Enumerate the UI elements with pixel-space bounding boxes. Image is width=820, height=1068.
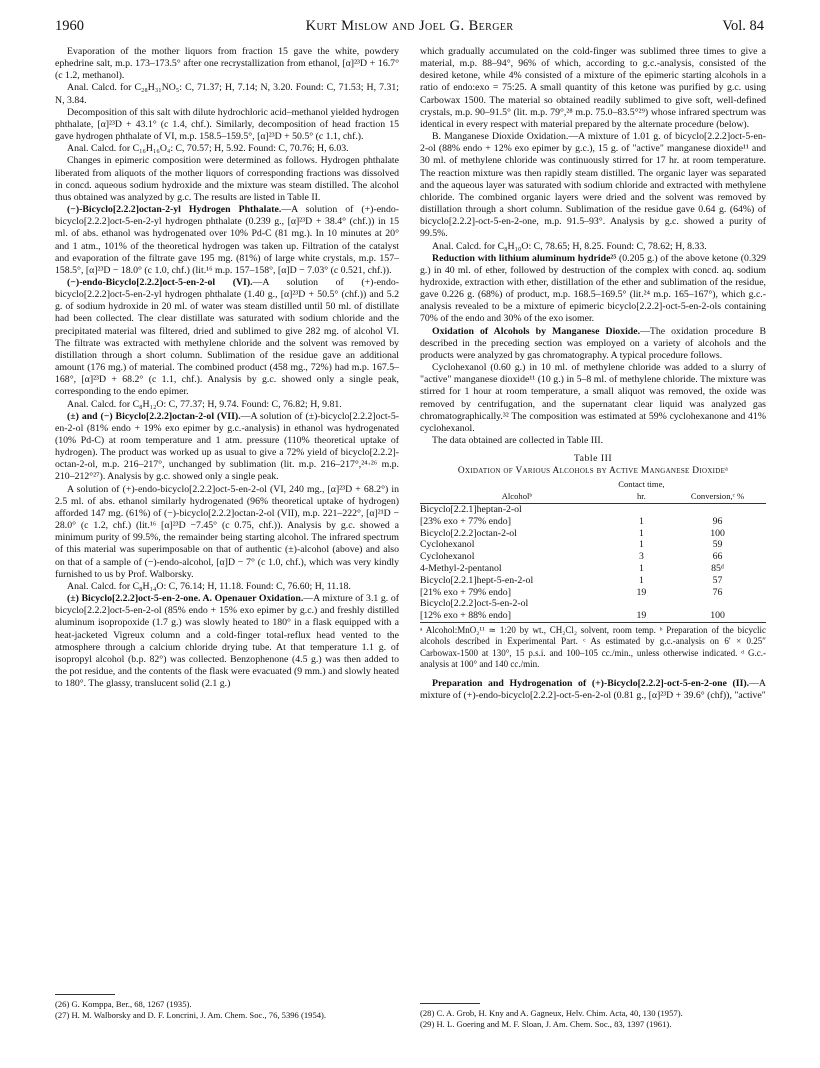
paragraph: The data obtained are collected in Table III. (432, 435, 604, 446)
cell-conversion: 66 (712, 551, 723, 563)
volume-label: Vol. 84 (722, 18, 764, 34)
analysis-paragraph: Anal. Calcd. for C₁₆H₁₆O₄: C, 70.57; H, 5.92. Found: C, 70.76; H, 6.03. (67, 143, 349, 155)
table-row (420, 587, 766, 599)
paragraph (420, 326, 766, 362)
cell-conversion: 100 (710, 610, 725, 622)
footnotes-left (55, 999, 399, 1020)
page-number: 1960 (55, 18, 84, 34)
cell-conversion: 76 (712, 586, 723, 598)
analysis-paragraph: Anal. Calcd. for C₂₈H₃₁NO₅: C, 71.37; H, 7.14; N, 3.20. Found: C, 71.53; H, 7.31; N, 3.84. (55, 82, 399, 106)
cell-conversion: 100 (710, 527, 725, 539)
cell-conversion: 59 (712, 539, 723, 551)
cell-alcohol: [23% exo + 77% endo] (420, 515, 511, 527)
cell-contact-time: 1 (638, 515, 644, 527)
cell-contact-time: 1 (638, 539, 644, 551)
cell-conversion: 57 (712, 574, 723, 586)
cell-alcohol: 4-Methyl-2-pentanol (420, 563, 502, 575)
table-header-row (420, 479, 766, 503)
cell-alcohol: [21% exo + 79% endo] (420, 586, 511, 598)
cell-alcohol: Bicyclo[2.2.1]hept-5-en-2-ol (420, 574, 534, 586)
paragraph (420, 678, 766, 702)
footnote-rule (420, 1003, 480, 1004)
cell-conversion: 96 (712, 515, 723, 527)
table-row (420, 516, 766, 528)
table-row (420, 539, 766, 551)
section-heading: (±) Bicyclo[2.2.2]oct-5-en-2-one. A. Openauer Oxidation. (67, 593, 304, 605)
section-heading: Reduction with lithium aluminum hydride²⁵ (432, 252, 617, 264)
cell-contact-time: 1 (638, 527, 644, 539)
table-row (420, 563, 766, 575)
table-row (420, 610, 766, 622)
analysis-paragraph: Anal. Calcd. for C₈H₁₀O: C, 78.65; H, 8.25. Found: C, 78.62; H, 8.33. (432, 240, 707, 252)
cell-alcohol: Bicyclo[2.2.2]oct-5-en-2-ol (420, 598, 529, 610)
paragraph (55, 593, 399, 690)
paragraph (55, 411, 399, 484)
cell-contact-time: 3 (638, 551, 644, 563)
cell-alcohol: [12% exo + 88% endo] (420, 610, 511, 622)
paragraph (55, 204, 399, 277)
cell-conversion (669, 598, 766, 610)
column-header-conversion: Conversion,ᶜ % (690, 491, 745, 502)
paragraph: Decomposition of this salt with dilute hydrochloric acid–methanol yielded hydrogen phthalate, [α]²³D + 43.1° (c 1.4, chf.). Similarly, decomposition of head fraction 15 gave hydrogen phthalate of VI, m.p. 158.5–159.5°, [α]²³D + 50.5° (c 1.1, chf.). (55, 106, 399, 143)
paragraph-text: —A solution of (±)-bicyclo[2.2.2]oct-5-en-2-ol (81% endo + 19% exo epimer by g.c.-analysis) in ethanol was hydrogenated (10% Pd-C) at room temperature and 1 atm. pressure (110% theoretical uptake of hydrogen). The product was worked up as usual to give a 72% yield of bicyclo[2.2.2]-octan-2-ol, m.p. 216–217°, unchanged by sublimation (lit. m.p. 216–217°,²⁴·²⁶ m.p. 210–212°²⁷). Analysis by g.c. showed only a single peak. (55, 410, 399, 483)
cell-alcohol: Cyclohexanol (420, 551, 475, 563)
paragraph: Cyclohexanol (0.60 g.) in 10 ml. of methylene chloride was added to a slurry of "active" manganese dioxide¹¹ (10 g.) in 5–8 ml. of methylene chloride. The mixture was stirred for 1 hour at room temperature, a small aliquot was removed, the oxide was removed by centrifugation, and the supernatant clear liquid was analyzed gas chromatographically.³² The composition was estimated at 59% cyclohexanone and 41% cyclohexanol. (420, 362, 766, 434)
paragraph (420, 253, 766, 326)
footnote: (29) H. L. Goering and M. F. Sloan, J. Am. Chem. Soc., 83, 1397 (1961). (420, 1018, 672, 1029)
cell-conversion (669, 504, 766, 516)
cell-contact-time: 1 (638, 574, 644, 586)
table-notes: ᵃ Alcohol:MnO₂¹¹ ≃ 1:20 by wt., CH₂Cl₂ solvent, room temp. ᵇ Preparation of the bicyclic alcohols described in Experimental Part. ᶜ As estimated by g.c.-analysis on 6′ × 0.25″ Carbowax-1500 at 130°, 15 p.s.i. and 100–105 cc./min., unless otherwise indicated. ᵈ G.c.-analysis at 100° and 140 cc./min. (420, 625, 766, 669)
table-iii (420, 479, 766, 623)
cell-alcohol: Cyclohexanol (420, 539, 475, 551)
section-heading: Preparation and Hydrogenation of (+)-Bicyclo[2.2.2]-oct-5-en-2-one (II). (432, 678, 750, 690)
paragraph: A solution of (+)-endo-bicyclo[2.2.2]oct-5-en-2-ol (VI, 240 mg., [α]²³D + 68.2°) in 2.5 ml. of abs. ethanol similarly hydrogenated (96% theoretical uptake of hydrogen) afforded 147 mg. (61%) of (−)-bicyclo[2.2.2]octan-2-ol (VII), m.p. 221–222°, [α]²¹D − 28.0° (c 1.2, chf.) (lit.¹⁶ [α]²³D −7.45° (c 0.75, chf.)). Analysis by g.c. showed a minimum purity of 99.5%, the remainder being starting alcohol. The infrared spectrum of this material was superimposable on that of authentic (±)-alcohol (above) and also on that of a sample of (−)-endo-alcohol, [α]D − 7° (c 1.0, chf.), which was very kindly furnished to us by Prof. Walborsky. (55, 483, 399, 580)
left-column (55, 46, 399, 690)
cell-contact-time: 19 (636, 586, 647, 598)
footnote: (27) H. M. Walborsky and D. F. Loncrini, J. Am. Chem. Soc., 76, 5396 (1954). (55, 1009, 327, 1020)
footnote: (26) G. Komppa, Ber., 68, 1267 (1935). (55, 999, 192, 1009)
cell-alcohol: Bicyclo[2.2.1]heptan-2-ol (420, 504, 522, 516)
paragraph-text: (0.205 g.) of the above ketone (0.329 g.) in 40 ml. of ether, followed by destruction of the complex with concd. aq. sodium hydroxide, extraction with ether, distillation of the ether and sublimation of the residue, gave 0.226 g. (68%) of product, m.p. 168.5–169.5° (lit.²⁴ m.p. 165–167°), which g.c.-analysis revealed to be a mixture of epimeric bicyclo[2.2.2]-oct-5-en-2-ols containing 70% of the endo and 30% of the exo isomer. (420, 252, 766, 325)
section-heading: (±) and (−) Bicyclo[2.2.2]octan-2-ol (VII). (67, 410, 241, 422)
table-caption: Table III (573, 453, 613, 465)
paragraph: B. Manganese Dioxide Oxidation.—A mixture of 1.01 g. of bicyclo[2.2.2]oct-5-en-2-ol (88% endo + 12% exo epimer by g.c.), 15 g. of "active" manganese dioxide¹¹ and 30 ml. of methylene chloride was continuously stirred for 17 hr. at room temperature. The reaction mixture was then rapidly steam distilled. The organic layer was separated and the aqueous layer was saturated with sodium chloride and extracted with methylene chloride. The combined organic layers were dried and the solvent was removed by distillation through a short column. Sublimation of the residue gave 0.64 g. (64%) of bicyclo[2.2.2]-oct-5-en-2-one, m.p. 91.5–93°. Analysis by g.c. showed a purity of 99.5%. (420, 131, 766, 240)
table-row (420, 551, 766, 563)
paragraph-text: —The oxidation procedure B described in the preceding section was employed on a variety of alcohols and the products were analyzed by gas chromatography. A typical procedure follows. (420, 325, 766, 361)
paragraph: Changes in epimeric composition were determined as follows. Hydrogen phthalate liberated from aliquots of the mother liquors of corresponding fractions was dissolved in concd. aqueous sodium hydroxide and the mixture was steam distilled. The alcohol thus obtained was analyzed by g.c. The results are listed in Table II. (55, 155, 399, 203)
running-header (55, 18, 764, 38)
running-title: Kurt Mislow and Joel G. Berger (305, 18, 514, 34)
footnote: (28) C. A. Grob, H. Kny and A. Gagneux, Helv. Chim. Acta, 40, 130 (1957). (420, 1008, 683, 1018)
table-row (420, 504, 766, 516)
paragraph: which gradually accumulated on the cold-finger was sublimed three times to give a material, m.p. 88–94°, 96% of which, according to g.c.-analysis, consisted of the desired ketone, while 4% consisted of a mixture of the epimeric starting alcohols in a ratio of endo:exo = 75:25. A small quantity of this ketone was purified by g.c. using Carbowax 1500. The material so obtained readily sublimed to give soft, well-defined crystals, m.p. 90–91.5° (lit. m.p. 79°,²⁸ m.p. 75.0–83.5°²⁹) whose infrared spectrum was identical in every respect with material prepared by the alternate procedure (below). (420, 46, 766, 130)
paragraph (55, 277, 399, 399)
paragraph-text: —A mixture of 3.1 g. of bicyclo[2.2.2]oct-5-en-2-ol (85% endo + 15% exo epimer by g.c.) and freshly distilled aluminum isopropoxide (1.7 g.) was slowly heated to 180° in a flask equipped with a heat-jacketed Vigreux column and a cold-finger total-reflux head vented to the atmosphere through a calcium chloride drying tube. At that temperature 1.1 g. of isopropyl alcohol (b.p. 82°) was collected. Benzophenone (4.5 g.) was then added to the pot residue, and the contents of the flask were evacuated (9 mm.) and slowly heated to 180°. The glassy, translucent solid (2.1 g.) (55, 593, 400, 690)
paragraph-text: —A solution of (+)-endo-bicyclo[2.2.2]oct-5-en-2-yl hydrogen phthalate (0.239 g., [α]²³D + 38.4° (chf.)) in 15 ml. of abs. ethanol was hydrogenated over 10% Pd-C (81 mg.). In 10 minutes at 20° and 1 atm., 101% of the theoretical hydrogen was taken up. Filtration of the catalyst and evaporation of the filtrate gave 195 mg. (81%) of large white crystals, m.p. 157–158.5°, [α]²³D − 18.0° (c 1.0, chf.) (lit.¹⁶ m.p. 157–158°, [α]D − 7.03° (c 0.521, chf.)). (55, 204, 400, 276)
column-header-alcohol: Alcoholᵇ (501, 491, 533, 502)
right-column (420, 46, 766, 703)
paragraph-text: —A solution of (+)-endo-bicyclo[2.2.2]oct-5-en-2-yl hydrogen phthalate (1.40 g., [α]²³D + 50.5° (chf.)) and 5.2 g. of sodium hydroxide in 20 ml. of water was steam distilled until 50 ml. of distillate had been collected. The clear distillate was saturated with sodium chloride and the precipitated material was filtered, dried and sublimed to give 282 mg. of alcohol VI. The filtrate was extracted with methylene chloride and the solvent was removed by distillation through a short column. Sublimation of the residue gave an additional amount (176 mg.) of material. The combined product (458 mg., 72%) had m.p. 167.5–168°, [α]²³D + 68.2° (c 1.1, chf.). Analysis by g.c. showed only a single peak, corresponding to the endo epimer. (55, 276, 400, 398)
analysis-paragraph: Anal. Calcd. for C₈H₁₄O: C, 76.14; H, 11.18. Found: C, 76.60; H, 11.18. (67, 580, 351, 592)
table-row (420, 598, 766, 610)
footnotes-right (420, 1008, 764, 1029)
cell-alcohol: Bicyclo[2.2.2]octan-2-ol (420, 527, 517, 539)
paragraph: Evaporation of the mother liquors from fraction 15 gave the white, powdery ephedrine salt, m.p. 173–173.5° after one recrystallization from ethanol, [α]²³D + 16.7° (c 1.2, methanol). (55, 46, 399, 82)
paragraph-text: —A mixture of (+)-endo-bicyclo[2.2.2]-oct-5-en-2-ol (0.81 g., [α]²³D + 39.6° (chf)), "active" (420, 678, 766, 702)
analysis-paragraph: Anal. Calcd. for C₈H₁₂O: C, 77.37; H, 9.74. Found: C, 76.82; H, 9.81. (67, 398, 342, 410)
section-heading: Oxidation of Alcohols by Manganese Dioxide. (432, 325, 641, 337)
table-row (420, 575, 766, 587)
column-header-contact-time: Contact time, hr. (618, 479, 665, 502)
table-row (420, 528, 766, 540)
table-title: Oxidation of Various Alcohols by Active Manganese Dioxideᵃ (457, 466, 729, 477)
section-heading: (−)-Bicyclo[2.2.2]octan-2-yl Hydrogen Phthalate. (67, 204, 282, 216)
cell-contact-time (614, 504, 669, 516)
footnote-rule (55, 994, 115, 995)
section-heading: (−)-endo-Bicyclo[2.2.2]oct-5-en-2-ol (VI). (67, 276, 253, 288)
cell-contact-time: 1 (638, 563, 644, 575)
cell-conversion: 85ᵈ (711, 563, 724, 575)
cell-contact-time: 19 (636, 610, 647, 622)
cell-contact-time (614, 598, 669, 610)
